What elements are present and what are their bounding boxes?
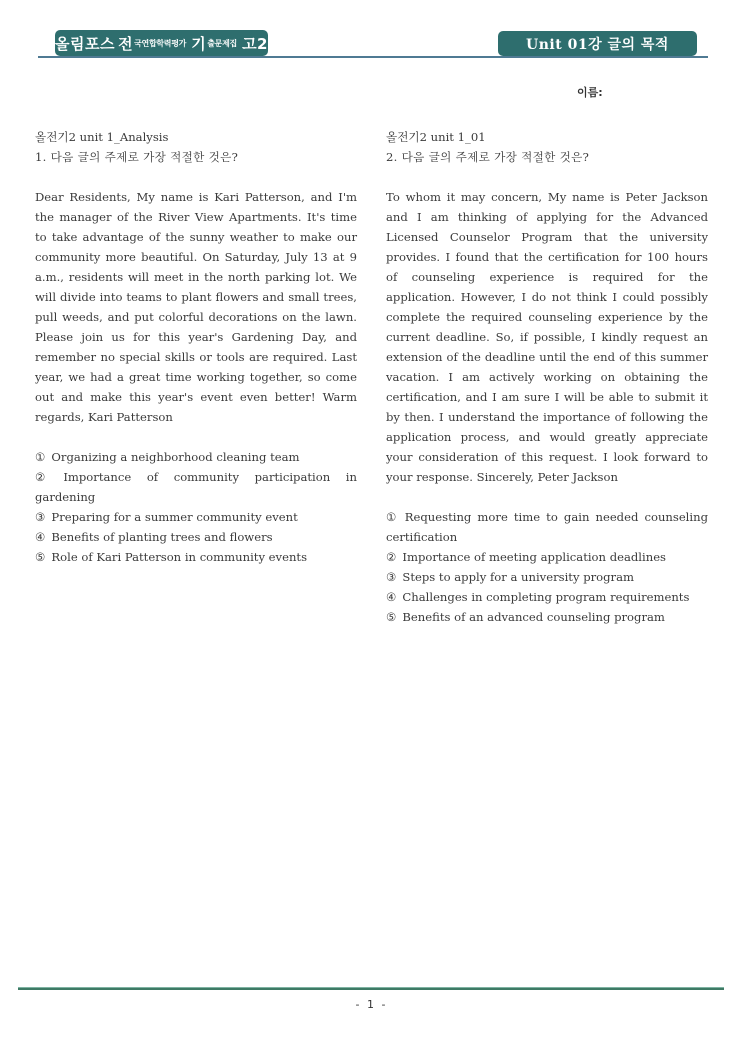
option-text: Importance of community participation in gardening: [35, 470, 357, 504]
book-title-part1: 올림포스: [55, 34, 115, 53]
option-text: Requesting more time to gain needed counseling certification: [386, 510, 708, 544]
option-number: ②: [386, 550, 397, 564]
option-3[interactable]: [386, 567, 708, 587]
book-title-part3: 기: [191, 34, 207, 53]
option-5[interactable]: [386, 607, 708, 627]
book-title-banner: [55, 30, 268, 56]
option-text: Benefits of planting trees and flowers: [51, 530, 273, 544]
book-title-grade: 고2: [242, 34, 268, 53]
option-number: ②: [35, 470, 58, 484]
book-title-part2: 전: [118, 34, 134, 53]
option-number: ①: [386, 510, 399, 524]
page-number: - 1 -: [355, 998, 388, 1011]
option-text: Role of Kari Patterson in community events: [51, 550, 308, 564]
option-number: ⑤: [35, 550, 46, 564]
option-number: ④: [386, 590, 397, 604]
option-number: ③: [386, 570, 397, 584]
question-1: [35, 127, 357, 567]
option-3[interactable]: [35, 507, 357, 527]
option-1[interactable]: [386, 507, 708, 547]
book-title-part2-small: 국연합학력평가: [134, 38, 187, 48]
option-text: Steps to apply for a university program: [402, 570, 635, 584]
name-label: 이름:: [577, 86, 603, 99]
footer-divider: [18, 987, 724, 990]
question-1-passage: Dear Residents, My name is Kari Patterson, and I'm the manager of the River View Apartments. It's time to take advantage of the sunny weather to make our community more beautiful. On Saturday, July 13 at 9 a.m., residents will meet in the north parking lot. We will divide into teams to plant flowers and small trees, pull weeds, and put colorful decorations on the lawn. Please join us for this year's Gardening Day, and remember no special skills or tools are required. Last year, we had a great time working together, so come out and make this year's event even better! Warm regards, Kari Patterson: [35, 190, 357, 424]
option-text: Preparing for a summer community event: [51, 510, 298, 524]
option-5[interactable]: [35, 547, 357, 567]
unit-title-banner: Unit 01강 글의 목적: [498, 31, 697, 56]
option-text: Importance of meeting application deadlines: [402, 550, 666, 564]
question-2-passage: To whom it may concern, My name is Peter Jackson and I am thinking of applying for the Advanced Licensed Counselor Program that the university provides. I found that the certification for 100 hours of counseling experience is required for the application. However, I do not think I could possibly complete the required counseling experience by the current deadline. So, if possible, I kindly request an extension of the deadline until the end of this summer vacation. I am actively working on obtaining the certification, and I am sure I will be able to submit it by then. I understand the importance of following the application process, and would greatly appreciate your consideration of this request. I look forward to your response. Sincerely, Peter Jackson: [386, 190, 708, 484]
option-2[interactable]: [35, 467, 357, 507]
option-number: ④: [35, 530, 46, 544]
option-number: ③: [35, 510, 46, 524]
option-1[interactable]: [35, 447, 357, 467]
question-2: [386, 127, 708, 627]
option-number: ①: [35, 450, 46, 464]
question-1-options: [35, 447, 357, 567]
question-2-options: [386, 507, 708, 627]
question-2-source: 올전기2 unit 1_01: [386, 130, 486, 144]
option-4[interactable]: [35, 527, 357, 547]
option-2[interactable]: [386, 547, 708, 567]
question-2-prompt: 2. 다음 글의 주제로 가장 적절한 것은?: [386, 150, 590, 164]
question-1-prompt: 1. 다음 글의 주제로 가장 적절한 것은?: [35, 150, 239, 164]
header-divider: [38, 56, 708, 58]
option-4[interactable]: [386, 587, 708, 607]
book-title-part3-small: 출문제집: [207, 38, 237, 48]
option-text: Challenges in completing program requirements: [402, 590, 690, 604]
option-text: Benefits of an advanced counseling program: [402, 610, 665, 624]
question-1-source: 올전기2 unit 1_Analysis: [35, 130, 169, 144]
option-number: ⑤: [386, 610, 397, 624]
option-text: Organizing a neighborhood cleaning team: [51, 450, 300, 464]
